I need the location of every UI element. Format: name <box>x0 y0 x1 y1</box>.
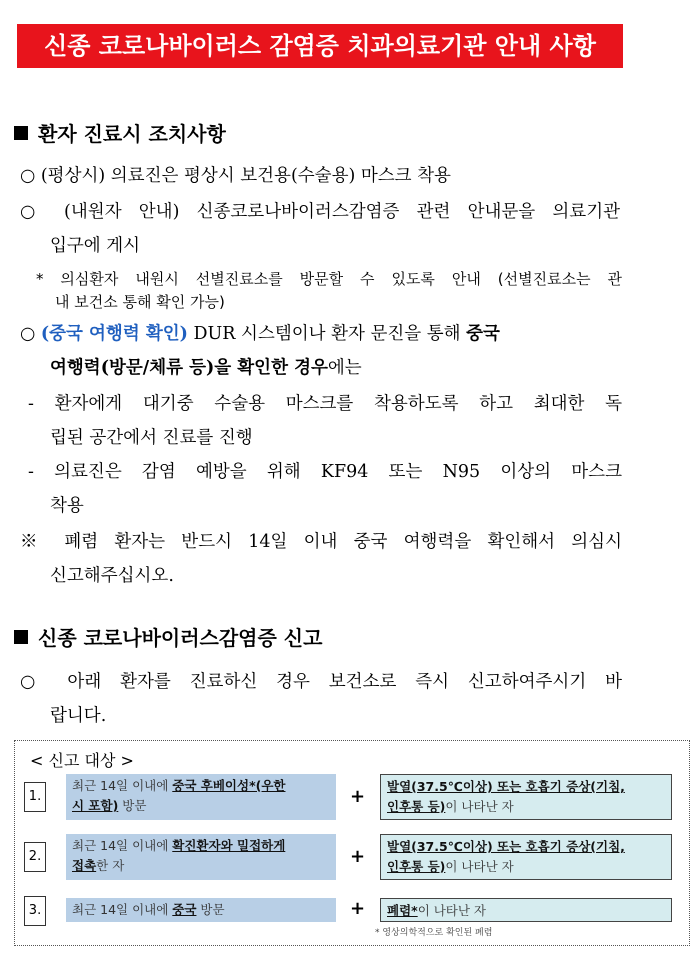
bullet-travel-line2 <box>50 354 362 379</box>
cond-text: 방문 <box>196 902 225 917</box>
cond-text: 한 자 <box>96 858 125 873</box>
travel-history-bold: 여행력(방문/체류 등)을 확인한 경우 <box>50 358 328 378</box>
cond-text: 이 나타난 자 <box>445 799 514 814</box>
section-heading-report <box>14 622 322 651</box>
bullet-mark: ○ <box>20 324 41 344</box>
cond-emph: 중국 <box>172 902 197 917</box>
row2-right-condition <box>380 834 672 880</box>
bullet-notice-line1: ○ (내원자 안내) 신종코로나바이러스감염증 관련 안내문을 의료기관 <box>20 202 620 222</box>
cond-emph: 폐렴* <box>387 903 418 918</box>
travel-history-rest: 에는 <box>327 358 362 378</box>
row-number: 2. <box>24 842 46 872</box>
cond-emph: 발열(37.5℃이상) 또는 호흡기 증상(기침, <box>387 779 625 794</box>
travel-check-label: (중국 여행력 확인) <box>40 324 188 344</box>
cond-emph: 중국 후베이성*(우한 <box>172 778 286 793</box>
cond-text: 이 나타난 자 <box>445 859 514 874</box>
cond-emph: 접촉 <box>72 858 97 873</box>
reference-line2: 신고해주십시오. <box>50 566 174 586</box>
note-line1: * 의심환자 내원시 선별진료소를 방문할 수 있도록 안내 (선별진료소는 관 <box>36 270 622 288</box>
section-heading-text: 환자 진료시 조치사항 <box>38 122 226 146</box>
cond-emph: 발열(37.5℃이상) 또는 호흡기 증상(기침, <box>387 839 625 854</box>
reference-line1: ※ 폐렴 환자는 반드시 14일 이내 중국 여행력을 확인해서 의심시 <box>20 532 622 552</box>
dash-mask-line2: 립된 공간에서 진료를 진행 <box>50 428 253 448</box>
row3-left-condition <box>66 898 336 922</box>
dash-kf94-line2: 착용 <box>50 496 84 516</box>
bullet-normal-mask: ○ (평상시) 의료진은 평상시 보건용(수술용) 마스크 착용 <box>20 166 451 186</box>
cond-emph: 확진환자와 밀접하게 <box>172 838 286 853</box>
square-bullet-icon <box>14 126 28 140</box>
section-heading-text: 신종 코로나바이러스감염증 신고 <box>38 626 323 650</box>
square-bullet-icon <box>14 630 28 644</box>
row1-left-condition <box>66 774 336 820</box>
footnote: * 영상의학적으로 확인된 폐렴 <box>375 928 493 938</box>
dash-kf94-line1: - 의료진은 감염 예방을 위해 KF94 또는 N95 이상의 마스크 <box>28 462 622 482</box>
row-number: 3. <box>24 896 46 926</box>
section-heading-treatment <box>14 118 226 147</box>
cond-text: 최근 14일 이내에 <box>72 902 173 917</box>
document-title: 신종 코로나바이러스 감염증 치과의료기관 안내 사항 <box>17 24 623 68</box>
cond-text: 최근 14일 이내에 <box>72 838 173 853</box>
row1-right-condition <box>380 774 672 820</box>
travel-check-text: DUR 시스템이나 환자 문진을 통해 <box>187 324 467 344</box>
cond-emph: 인후통 등) <box>387 799 446 814</box>
plus-sign: + <box>350 898 366 919</box>
bullet-notice-line2: 입구에 게시 <box>50 236 141 256</box>
bullet-travel-line1 <box>20 320 622 345</box>
cond-text: 방문 <box>118 798 147 813</box>
report-bullet-line2: 랍니다. <box>50 706 107 726</box>
dash-mask-line1: - 환자에게 대기중 수술용 마스크를 착용하도록 하고 최대한 독 <box>28 394 622 414</box>
plus-sign: + <box>350 786 366 807</box>
cond-emph: 시 포함) <box>72 798 119 813</box>
cond-text: 최근 14일 이내에 <box>72 778 173 793</box>
row2-left-condition <box>66 834 336 880</box>
report-bullet-line1: ○ 아래 환자를 진료하신 경우 보건소로 즉시 신고하여주시기 바 <box>20 672 622 692</box>
report-target-title: < 신고 대상 > <box>30 751 134 770</box>
cond-text: 이 나타난 자 <box>417 903 487 918</box>
plus-sign: + <box>350 846 366 867</box>
cond-emph: 인후통 등) <box>387 859 446 874</box>
row3-right-condition <box>380 898 672 922</box>
note-line2: 내 보건소 통해 확인 가능) <box>55 293 225 311</box>
travel-china-bold: 중국 <box>466 324 500 344</box>
row-number: 1. <box>24 782 46 812</box>
